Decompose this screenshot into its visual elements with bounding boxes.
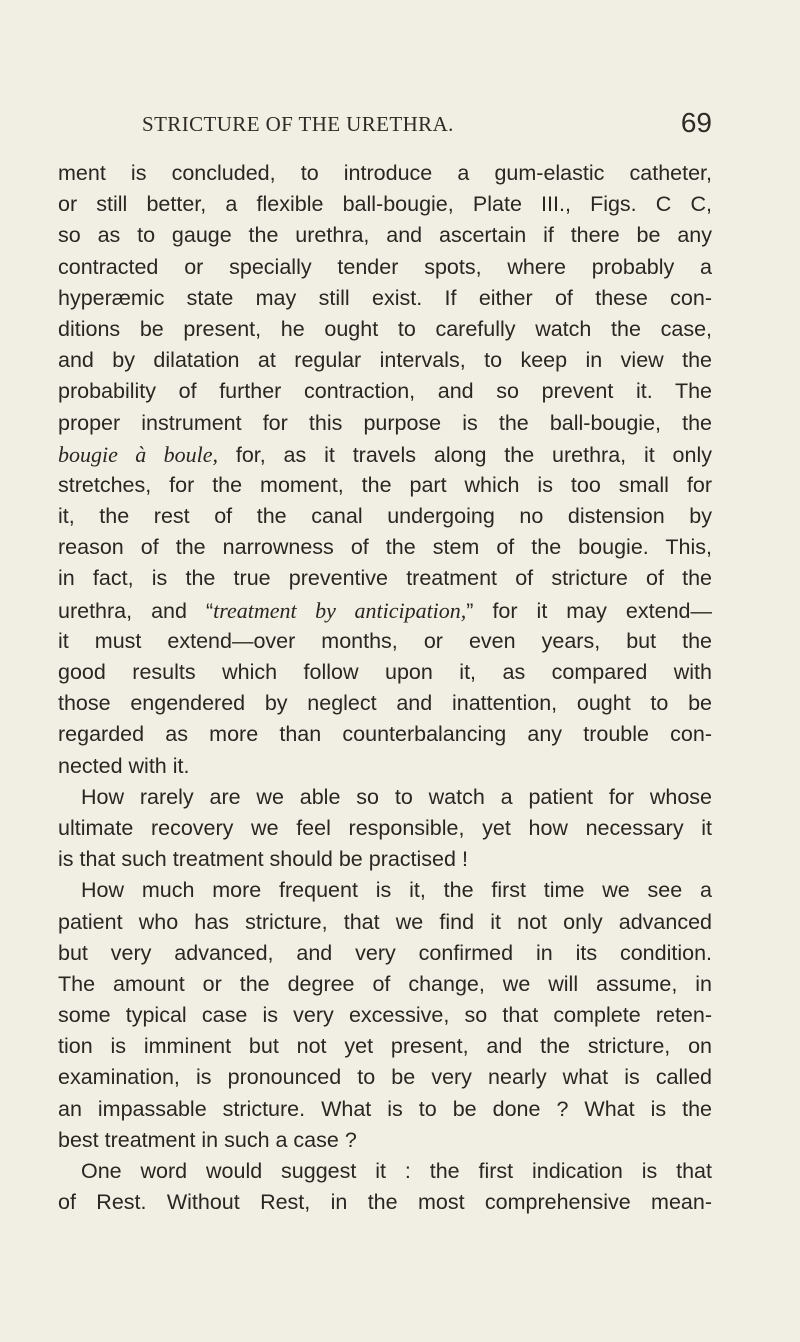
page-number: 69 xyxy=(680,107,712,138)
text-line: stretches, for the moment, the part which is too small for xyxy=(58,472,712,497)
text-line: those engendered by neglect and inattention, ought to be xyxy=(58,691,712,716)
text-line: regarded as more than counterbalancing any trouble con- xyxy=(58,722,712,747)
text-line: hyperæmic state may still exist. If either of these con- xyxy=(58,285,712,310)
text-line: proper instrument for this purpose is the ball-bougie, the xyxy=(58,410,712,435)
text-line: The amount or the degree of change, we will assume, in xyxy=(58,971,712,996)
paragraph-end-line: nected with it. xyxy=(58,753,190,778)
running-title: STRICTURE OF THE URETHRA. xyxy=(142,112,454,136)
text-line: reason of the narrowness of the stem of the bougie. This, xyxy=(58,535,712,560)
text-line: patient who has stricture, that we find it not only advanced xyxy=(58,909,712,934)
text-line: ultimate recovery we feel responsible, yet how necessary it xyxy=(58,815,712,840)
text-line: good results which follow upon it, as compared with xyxy=(58,660,712,684)
paragraph-start-line: One word would suggest it : the first indication is that xyxy=(81,1159,712,1183)
line-segment: for, as it travels along the urethra, it only xyxy=(218,442,712,467)
text-line: of Rest. Without Rest, in the most comprehensive mean- xyxy=(58,1190,712,1215)
line-segment: urethra, and “ xyxy=(58,598,214,623)
text-line: so as to gauge the urethra, and ascertain if there be any xyxy=(58,223,712,248)
paragraph-start-line: How rarely are we able so to watch a patient for whose xyxy=(81,784,712,809)
text-line-with-italic xyxy=(58,439,712,470)
text-line: and by dilatation at regular intervals, to keep in view the xyxy=(58,348,712,373)
text-line: ditions be present, he ought to carefully watch the case, xyxy=(58,316,712,341)
body-text xyxy=(58,158,712,1218)
paragraph-end-line: best treatment in such a case ? xyxy=(58,1127,357,1152)
text-line: but very advanced, and very confirmed in its condition. xyxy=(58,940,712,965)
italic-phrase: bougie à boule, xyxy=(58,441,218,467)
text-line: tion is imminent but not yet present, and the stricture, on xyxy=(58,1034,712,1059)
paragraph-start-line: How much more frequent is it, the first time we see a xyxy=(81,878,712,903)
text-line: it must extend—over months, or even years, but the xyxy=(58,628,712,653)
running-head xyxy=(142,107,712,142)
italic-phrase: treatment by anticipation, xyxy=(213,597,467,623)
text-line: an impassable stricture. What is to be done ? What is the xyxy=(58,1096,712,1121)
text-line: probability of further contraction, and so prevent it. The xyxy=(58,379,712,404)
text-line: examination, is pronounced to be very nearly what is called xyxy=(58,1065,712,1090)
line-segment: ” for it may extend— xyxy=(466,598,712,623)
paragraph-end-line: is that such treatment should be practised ! xyxy=(58,847,468,872)
text-line: in fact, is the true preventive treatment of stricture of the xyxy=(58,566,712,591)
text-line: some typical case is very excessive, so that complete reten- xyxy=(58,1003,712,1028)
text-line-with-italic xyxy=(58,595,712,626)
text-line: contracted or specially tender spots, where probably a xyxy=(58,254,712,279)
text-line: ment is concluded, to introduce a gum-elastic catheter, xyxy=(58,161,712,185)
text-line: or still better, a flexible ball-bougie, Plate III., Figs. C C, xyxy=(58,192,712,217)
text-line: it, the rest of the canal undergoing no distension by xyxy=(58,504,712,529)
